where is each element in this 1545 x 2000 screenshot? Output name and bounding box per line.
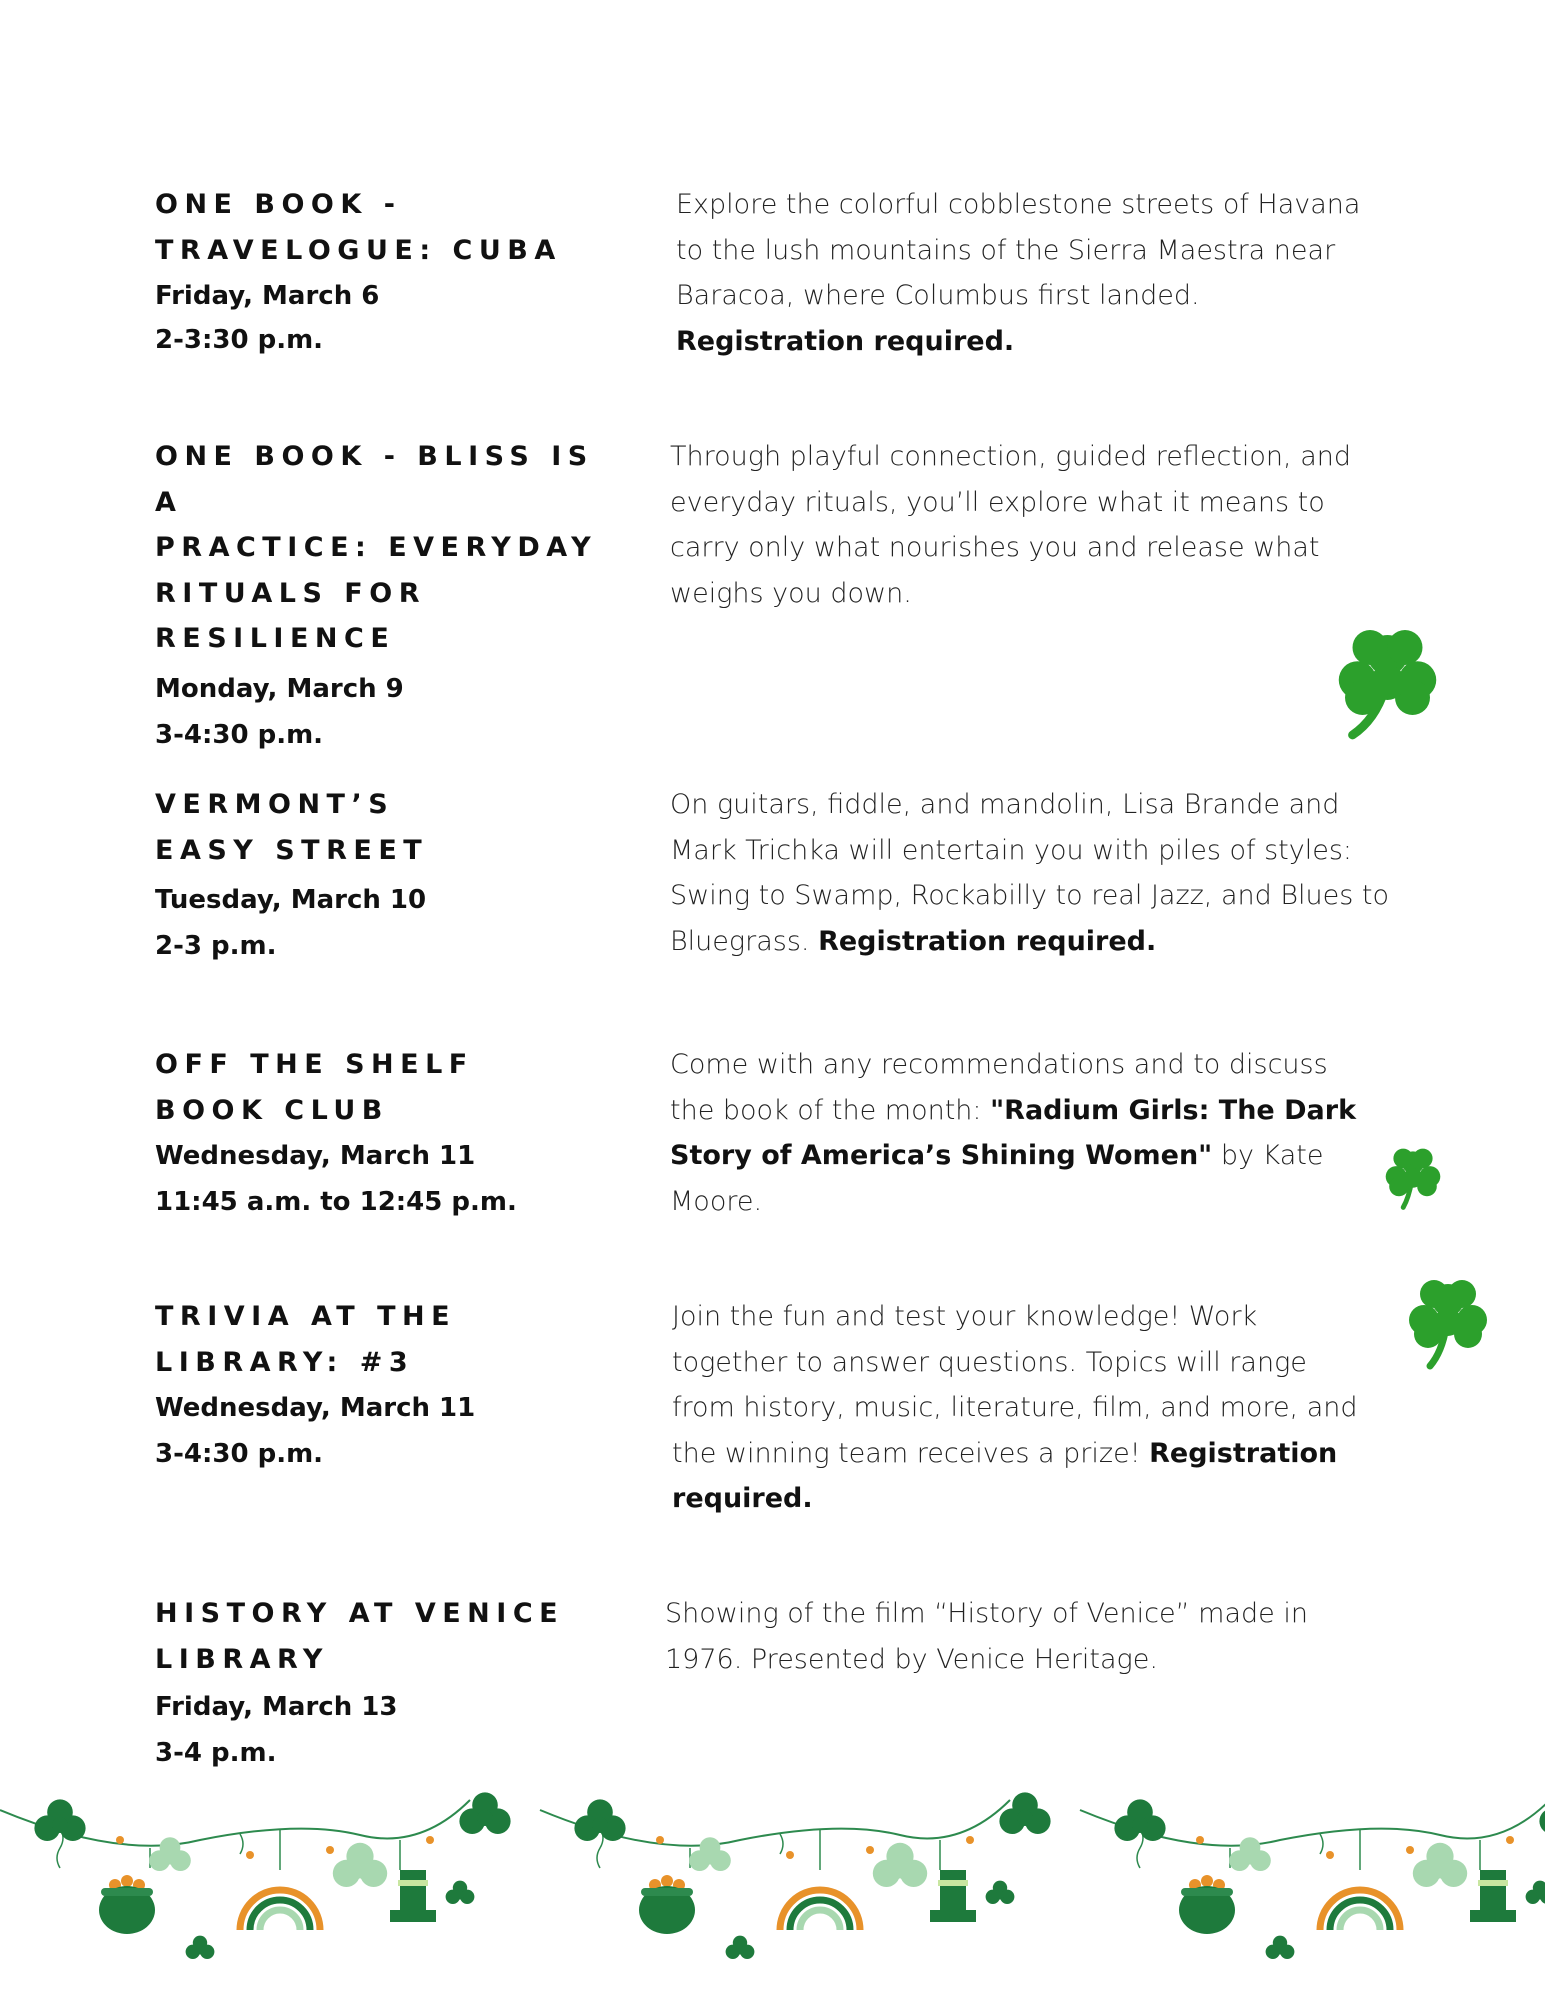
event-heading-block — [155, 1042, 625, 1225]
shamrock-icon — [1398, 1272, 1498, 1372]
event-description: Explore the colorful cobblestone streets of Havana to the lush mountains of the Sierra Maestra near Baracoa, where Columbus first landed. Registration required. — [676, 189, 1361, 357]
event-title: HISTORY AT VENICE LIBRARY — [155, 1598, 565, 1675]
event-date: Wednesday, March 11 — [155, 1141, 476, 1171]
event-title: ONE BOOK - BLISS IS A PRACTICE: EVERYDAY RITUALS FOR RESILIENCE — [155, 441, 598, 654]
event-time: 11:45 a.m. to 12:45 p.m. — [155, 1187, 517, 1217]
event-time: 3-4:30 p.m. — [155, 719, 324, 750]
event-heading-block — [155, 182, 625, 363]
event-date: Wednesday, March 11 — [155, 1393, 476, 1423]
event-time: 2-3:30 p.m. — [155, 325, 324, 355]
registration-note: Registration required. — [676, 325, 1015, 357]
festive-garland — [0, 1780, 1545, 1980]
registration-note: Registration required. — [818, 925, 1157, 957]
event-heading-block — [155, 434, 625, 758]
event-date: Friday, March 6 — [155, 281, 380, 311]
event-heading-block — [155, 1591, 625, 1776]
event-title: TRIVIA AT THE LIBRARY: #3 — [155, 1301, 457, 1378]
event-time: 3-4:30 p.m. — [155, 1439, 324, 1469]
event-title: ONE BOOK - TRAVELOGUE: CUBA — [155, 189, 562, 266]
book-title: "Radium Girls: The Dark Story of America’s Shining Women" — [670, 1094, 1357, 1171]
event-time: 2-3 p.m. — [155, 931, 277, 961]
event-heading-block — [155, 1294, 625, 1477]
registration-note: Registration required. — [672, 1437, 1338, 1514]
event-time: 3-4 p.m. — [155, 1738, 277, 1768]
shamrock-icon — [1320, 620, 1455, 745]
event-title: VERMONT’S EASY STREET — [155, 789, 429, 866]
event-description: Join the fun and test your knowledge! Work together to answer questions. Topics will range from history, music, literature, film, and more, and the winning team receives a prize! Registration required. — [672, 1301, 1358, 1514]
event-description: On guitars, fiddle, and mandolin, Lisa Brande and Mark Trichka will entertain you with piles of styles: Swing to Swamp, Rockabilly to real Jazz, and Blues to Bluegrass. Registration required. — [670, 789, 1389, 957]
shamrock-icon — [1378, 1143, 1448, 1213]
event-description: Showing of the film “History of Venice” made in 1976. Presented by Venice Heritage. — [665, 1598, 1308, 1675]
event-description: Through playful connection, guided reflection, and everyday rituals, you’ll explore what it means to carry only what nourishes you and release what weighs you down. — [670, 441, 1351, 609]
event-date: Friday, March 13 — [155, 1692, 398, 1722]
event-date: Tuesday, March 10 — [155, 885, 427, 915]
event-date: Monday, March 9 — [155, 673, 404, 704]
event-heading-block — [155, 782, 625, 969]
event-description: Come with any recommendations and to discuss the book of the month: "Radium Girls: The Dark Story of America’s Shining Women" by Kate Moore. — [670, 1049, 1357, 1217]
event-title: OFF THE SHELF BOOK CLUB — [155, 1049, 474, 1126]
